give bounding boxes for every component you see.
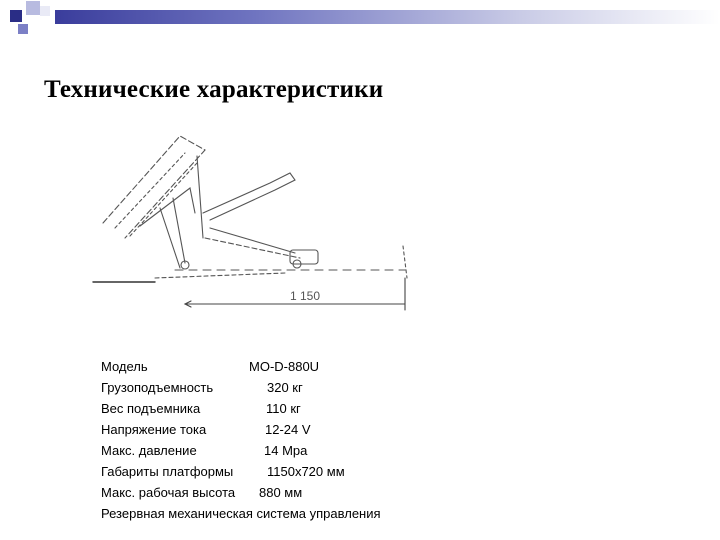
deco-square-mid	[18, 24, 28, 34]
header-gradient-bar	[55, 10, 720, 24]
lift-drawing	[85, 128, 425, 318]
spec-row-voltage	[101, 419, 381, 440]
spec-row-backup-system	[101, 503, 381, 524]
page-title: Технические характеристики	[44, 76, 384, 103]
spec-row-max-height	[101, 482, 381, 503]
spec-row-pressure	[101, 440, 381, 461]
spec-value: 14 Мра	[264, 443, 308, 458]
spec-value: 1150х720 мм	[267, 464, 345, 479]
spec-row-capacity	[101, 377, 381, 398]
spec-value: 320 кг	[267, 380, 303, 395]
spec-row-weight	[101, 398, 381, 419]
spec-value: 110 кг	[266, 401, 301, 416]
spec-value: MO-D-880U	[249, 359, 320, 374]
spec-row-platform-size	[101, 461, 381, 482]
spec-label: Макс. рабочая высота	[101, 485, 236, 500]
spec-label: Модель	[101, 359, 148, 374]
spec-value: 12-24 V	[265, 422, 311, 437]
spec-label: Грузоподъемность	[101, 380, 214, 395]
deco-square-dark	[10, 10, 22, 22]
deco-square-light	[26, 1, 40, 15]
spec-label: Габариты платформы	[101, 464, 234, 479]
deco-square-white	[40, 6, 50, 16]
spec-label: Напряжение тока	[101, 422, 207, 437]
spec-list	[101, 356, 381, 524]
dimension-label: 1 150	[290, 289, 321, 303]
spec-label: Макс. давление	[101, 443, 197, 458]
spec-row-model	[101, 356, 381, 377]
spec-value: 880 мм	[259, 485, 303, 500]
spec-label: Резервная механическая система управления	[101, 506, 381, 521]
spec-label: Вес подъемника	[101, 401, 201, 416]
header-decoration	[0, 0, 720, 40]
